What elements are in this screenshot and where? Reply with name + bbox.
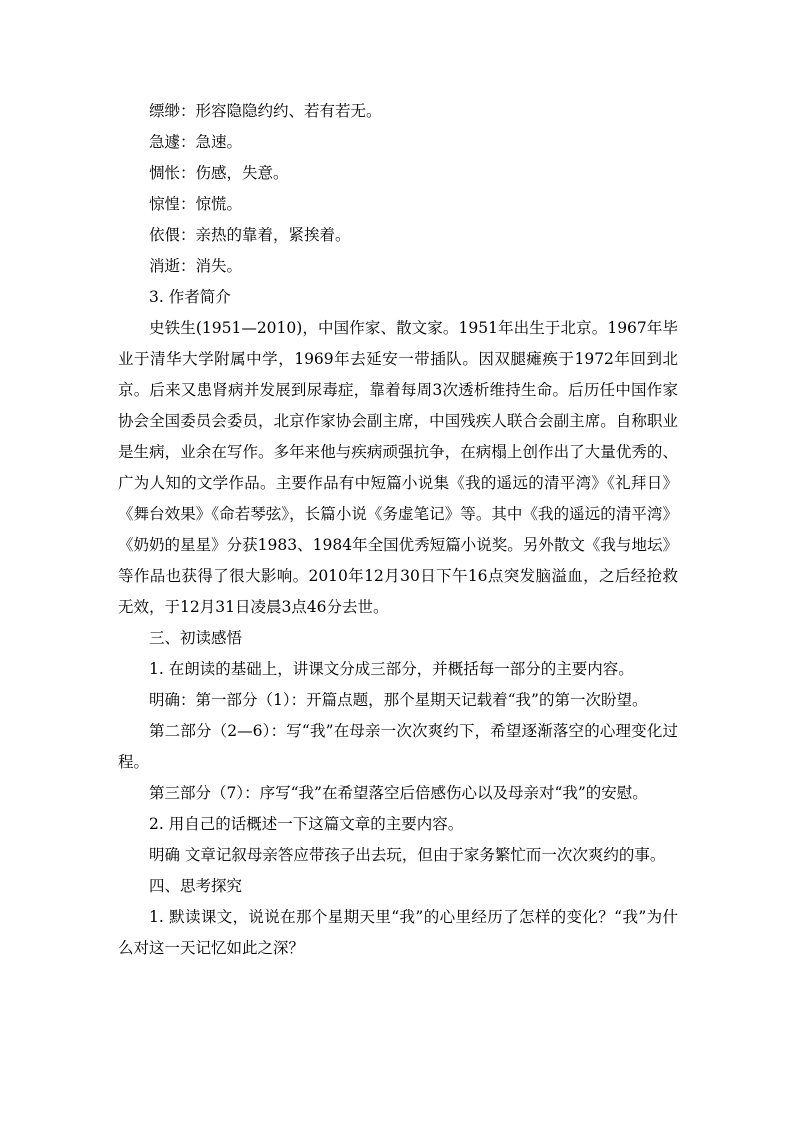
- author-bio-paragraph: 史铁生(1951—2010)，中国作家、散文家。1951年出生于北京。1967年毕业于清华大学附属中学，1969年去延安一带插队。因双腿瘫痪于1972年回到北京。后来又患肾病并发展到尿毒症，靠着每周3次透析维持生命。后历任中国作家协会全国委员会委员，北京作家协会副主席，中国残疾人联合会副主席。自称职业是生病，业余在写作。多年来他与疾病顽强抗争，在病榻上创作出了大量优秀的、广为人知的文学作品。主要作品有中短篇小说集《我的遥远的清平湾》《礼拜日》《舞台效果》《命若琴弦》，长篇小说《务虚笔记》等。其中《我的遥远的清平湾》《奶奶的星星》分获1983、1984年全国优秀短篇小说奖。另外散文《我与地坛》等作品也获得了很大影响。2010年12月30日下午16点突发脑溢血，之后经抢救无效，于12月31日凌晨3点46分去世。: [118, 319, 678, 616]
- answer-part-1: 明确：第一部分（1）：开篇点题，那个星期天记载着“我”的第一次盼望。: [149, 691, 648, 709]
- inquiry-question-1: 1. 默读课文，说说在那个星期天里“我”的心里经历了怎样的变化？“我”为什么对这一天记忆如此之深？: [118, 908, 678, 957]
- section-heading-inquiry: 四、思考探究: [149, 877, 243, 895]
- section-heading-author: 3. 作者简介: [149, 288, 231, 306]
- question-1: 1. 在朗读的基础上，讲课文分成三部分，并概括每一部分的主要内容。: [149, 660, 634, 678]
- answer-part-2: 第二部分（2—6）：写“我”在母亲一次次爽约下，希望逐渐落空的心理变化过程。: [118, 722, 678, 771]
- vocab-jiju: 急遽：急速。: [149, 133, 243, 151]
- answer-summary: 明确 文章记叙母亲答应带孩子出去玩，但由于家务繁忙而一次次爽约的事。: [149, 846, 666, 864]
- vocab-yiwei: 依偎：亲热的靠着，紧挨着。: [149, 226, 351, 244]
- vocab-chouchang: 惆怅：伤感，失意。: [149, 164, 289, 182]
- page-content: [118, 96, 678, 964]
- section-heading-first-reading: 三、初读感悟: [149, 629, 243, 647]
- vocab-xiaoshi: 消逝：消失。: [149, 257, 243, 275]
- answer-part-3: 第三部分（7）：序写“我”在希望落空后倍感伤心以及母亲对“我”的安慰。: [149, 784, 648, 802]
- vocab-piaomiao: 缥缈：形容隐隐约约、若有若无。: [149, 102, 382, 120]
- question-2: 2. 用自己的话概述一下这篇文章的主要内容。: [149, 815, 464, 833]
- vocab-jinghuang: 惊惶：惊慌。: [149, 195, 243, 213]
